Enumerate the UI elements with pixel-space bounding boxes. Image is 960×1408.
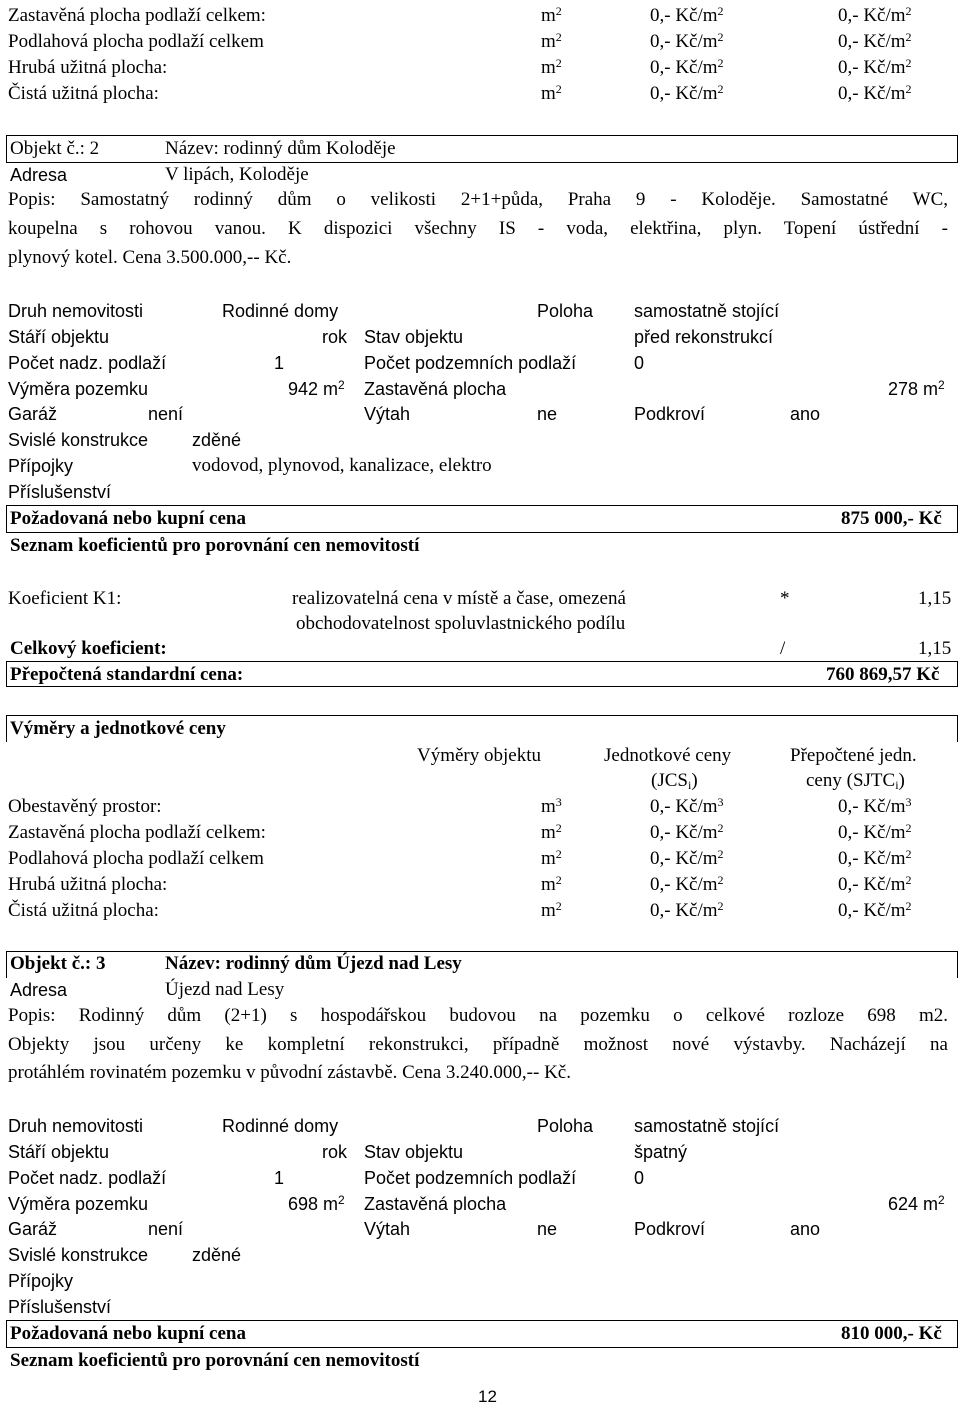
row-jcs: 0,- $Kč/m^2$ — [650, 847, 724, 869]
row-unit: $m^2$ — [541, 4, 562, 26]
row-label: Hrubá užitná plocha: — [8, 57, 168, 78]
pripojky-value: vodovod, plynovod, kanalizace, elektro — [192, 455, 492, 476]
objekt-2-address-label: Adresa — [10, 165, 68, 185]
objekt-2-description-line: koupelna s rohovou vanou. K dispozici všechny IS - voda, elektřina, plyn. Topení ústřední - — [8, 218, 948, 239]
row-unit: $m^2$ — [541, 873, 562, 895]
row-unit: $m^2$ — [541, 82, 562, 104]
row-sjtc: 0,- $Kč/m^2$ — [838, 899, 912, 921]
svisle-value: zděné — [192, 1245, 242, 1265]
zast-label: Zastavěná plocha — [364, 1194, 507, 1214]
row-unit: $m^2$ — [541, 899, 562, 921]
row-sjtc: 0,- $Kč/m^2$ — [838, 847, 912, 869]
prepoctena-cena-label: Přepočtená standardní cena: — [10, 664, 244, 685]
row-unit: $m^2$ — [541, 821, 562, 843]
podkrovi-value: ano — [790, 1219, 821, 1239]
zast-value: 278 $m^2$ — [888, 378, 945, 399]
row-jcs: 0,- $Kč/m^2$ — [650, 56, 724, 78]
col-sjtc-abbr: ceny $(SJTC_i)$ — [806, 770, 905, 792]
divider — [957, 505, 958, 533]
objekt-3-description-line: Popis: Rodinný dům (2+1) s hospodářskou budovou na pozemku o celkové rozloze 698 m2. — [8, 1005, 948, 1026]
objekt-3-header-box — [6, 951, 958, 978]
row-label: Obestavěný prostor: — [8, 796, 162, 817]
row-label: Čistá užitná plocha: — [8, 900, 159, 921]
prepoctena-cena-value: 760 869,57 Kč — [826, 664, 940, 685]
row-label: Hrubá užitná plocha: — [8, 874, 168, 895]
cena-label: Požadovaná nebo kupní cena — [10, 1323, 246, 1344]
objekt-2-header-box — [6, 135, 958, 163]
k1-value: 1,15 — [918, 588, 952, 609]
svisle-value: zděné — [192, 430, 242, 450]
svisle-label: Svislé konstrukce — [8, 1245, 149, 1265]
nadz-label: Počet nadz. podlaží — [8, 1168, 167, 1188]
svisle-label: Svislé konstrukce — [8, 430, 149, 450]
garaz-value: není — [148, 404, 184, 424]
cena-value: 810 000,- Kč — [841, 1323, 942, 1344]
pripojky-label: Přípojky — [8, 1271, 74, 1291]
col-jcs-abbr: $(JCS_i)$ — [651, 770, 698, 792]
row-sjtc: 0,- $Kč/m^3$ — [838, 795, 912, 817]
objekt-3-number: Objekt č.: 3 — [10, 953, 106, 974]
page-number: 12 — [478, 1387, 497, 1406]
objekt-2-number: Objekt č.: 2 — [10, 138, 100, 159]
seznam-koeficientu-heading: Seznam koeficientů pro porovnání cen nemovitostí — [10, 535, 420, 556]
druh-value: Rodinné domy — [222, 301, 339, 321]
col-jcs: Jednotkové ceny — [604, 745, 732, 766]
stav-value: špatný — [634, 1142, 688, 1162]
stari-label: Stáří objektu — [8, 327, 110, 347]
row-label: Podlahová plocha podlaží celkem — [8, 848, 264, 869]
podz-label: Počet podzemních podlaží — [364, 353, 577, 373]
row-unit: $m^3$ — [541, 795, 562, 817]
row-unit: $m^2$ — [541, 847, 562, 869]
objekt-2-address: V lipách, Koloděje — [165, 164, 309, 185]
divider — [6, 661, 958, 662]
poloha-label: Poloha — [537, 301, 594, 321]
nadz-value: 1 — [274, 1168, 285, 1188]
poloha-value: samostatně stojící — [634, 301, 780, 321]
vytah-label: Výtah — [364, 404, 411, 424]
row-jcs: 0,- $Kč/m^2$ — [650, 821, 724, 843]
col-sjtc: Přepočtené jedn. — [790, 745, 917, 766]
row-sjtc: 0,- $Kč/m^2$ — [838, 30, 912, 52]
druh-label: Druh nemovitosti — [8, 301, 144, 321]
vytah-value: ne — [537, 1219, 558, 1239]
divider — [6, 1320, 7, 1348]
garaz-label: Garáž — [8, 1219, 58, 1239]
row-sjtc: 0,- $Kč/m^2$ — [838, 873, 912, 895]
row-unit: $m^2$ — [541, 30, 562, 52]
row-sjtc: 0,- $Kč/m^2$ — [838, 56, 912, 78]
stari-unit: rok — [322, 327, 348, 347]
divider — [6, 686, 958, 687]
garaz-value: není — [148, 1219, 184, 1239]
vymera-value: 942 $m^2$ — [288, 378, 345, 399]
objekt-3-address: Újezd nad Lesy — [165, 979, 285, 1000]
objekt-3-description-line: protáhlém rovinatém pozemku v původní zástavbě. Cena 3.240.000,-- Kč. — [8, 1062, 571, 1083]
stav-label: Stav objektu — [364, 327, 464, 347]
vymery-heading: Výměry a jednotkové ceny — [10, 718, 226, 739]
divider — [6, 1320, 958, 1321]
row-label: Zastavěná plocha podlaží celkem: — [8, 5, 266, 26]
podkrovi-label: Podkroví — [634, 404, 706, 424]
col-vymery-objektu: Výměry objektu — [417, 745, 542, 766]
podz-value: 0 — [634, 353, 645, 373]
objekt-2-name: Název: rodinný dům Koloděje — [165, 138, 396, 159]
vymera-label: Výměra pozemku — [8, 1194, 149, 1214]
vymera-label: Výměra pozemku — [8, 379, 149, 399]
objekt-3-address-label: Adresa — [10, 980, 68, 1000]
row-label: Zastavěná plocha podlaží celkem: — [8, 822, 266, 843]
k1-operator: * — [780, 588, 790, 609]
row-jcs: 0,- $Kč/m^2$ — [650, 82, 724, 104]
zast-value: 624 $m^2$ — [888, 1193, 945, 1214]
row-sjtc: 0,- $Kč/m^2$ — [838, 82, 912, 104]
row-unit: $m^2$ — [541, 56, 562, 78]
k1-description: obchodovatelnost spoluvlastnického podílu — [296, 613, 626, 634]
podz-value: 0 — [634, 1168, 645, 1188]
row-sjtc: 0,- $Kč/m^2$ — [838, 4, 912, 26]
prislusenstvi-label: Příslušenství — [8, 482, 112, 502]
vymera-value: 698 $m^2$ — [288, 1193, 345, 1214]
divider — [6, 532, 958, 533]
podkrovi-value: ano — [790, 404, 821, 424]
vytah-value: ne — [537, 404, 558, 424]
k1-description: realizovatelná cena v místě a čase, omezená — [292, 588, 626, 609]
row-jcs: 0,- $Kč/m^2$ — [650, 899, 724, 921]
objekt-3-name: Název: rodinný dům Újezd nad Lesy — [165, 953, 462, 974]
row-label: Podlahová plocha podlaží celkem — [8, 31, 264, 52]
poloha-value: samostatně stojící — [634, 1116, 780, 1136]
cena-value: 875 000,- Kč — [841, 508, 942, 529]
celkovy-koeficient-label: Celkový koeficient: — [10, 638, 167, 659]
row-jcs: 0,- $Kč/m^2$ — [650, 873, 724, 895]
divider — [957, 661, 958, 687]
podkrovi-label: Podkroví — [634, 1219, 706, 1239]
celkovy-koeficient-value: 1,15 — [918, 638, 952, 659]
stav-label: Stav objektu — [364, 1142, 464, 1162]
divider — [957, 1320, 958, 1348]
celkovy-koeficient-operator: / — [780, 638, 786, 659]
nadz-label: Počet nadz. podlaží — [8, 353, 167, 373]
stari-label: Stáří objektu — [8, 1142, 110, 1162]
objekt-2-description-line: Popis: Samostatný rodinný dům o velikosti 2+1+půda, Praha 9 - Koloděje. Samostatné WC, — [8, 189, 948, 210]
nadz-value: 1 — [274, 353, 285, 373]
zast-label: Zastavěná plocha — [364, 379, 507, 399]
row-jcs: 0,- $Kč/m^3$ — [650, 795, 724, 817]
row-jcs: 0,- $Kč/m^2$ — [650, 4, 724, 26]
row-label: Čistá užitná plocha: — [8, 83, 159, 104]
row-jcs: 0,- $Kč/m^2$ — [650, 30, 724, 52]
divider — [6, 661, 7, 687]
divider — [6, 505, 7, 533]
divider — [6, 1347, 958, 1348]
row-sjtc: 0,- $Kč/m^2$ — [838, 821, 912, 843]
cena-label: Požadovaná nebo kupní cena — [10, 508, 246, 529]
objekt-2-description-line: plynový kotel. Cena 3.500.000,-- Kč. — [8, 247, 292, 268]
druh-value: Rodinné domy — [222, 1116, 339, 1136]
poloha-label: Poloha — [537, 1116, 594, 1136]
stari-unit: rok — [322, 1142, 348, 1162]
objekt-3-description-line: Objekty jsou určeny ke kompletní rekonstrukci, případně možnost nové výstavby. Nacházejí na — [8, 1034, 948, 1055]
seznam-koeficientu-heading: Seznam koeficientů pro porovnání cen nemovitostí — [10, 1350, 420, 1371]
prislusenstvi-label: Příslušenství — [8, 1297, 112, 1317]
druh-label: Druh nemovitosti — [8, 1116, 144, 1136]
stav-value: před rekonstrukcí — [634, 327, 774, 347]
vytah-label: Výtah — [364, 1219, 411, 1239]
k1-label: Koeficient K1: — [8, 588, 122, 609]
divider — [6, 505, 958, 506]
garaz-label: Garáž — [8, 404, 58, 424]
podz-label: Počet podzemních podlaží — [364, 1168, 577, 1188]
pripojky-label: Přípojky — [8, 456, 74, 476]
